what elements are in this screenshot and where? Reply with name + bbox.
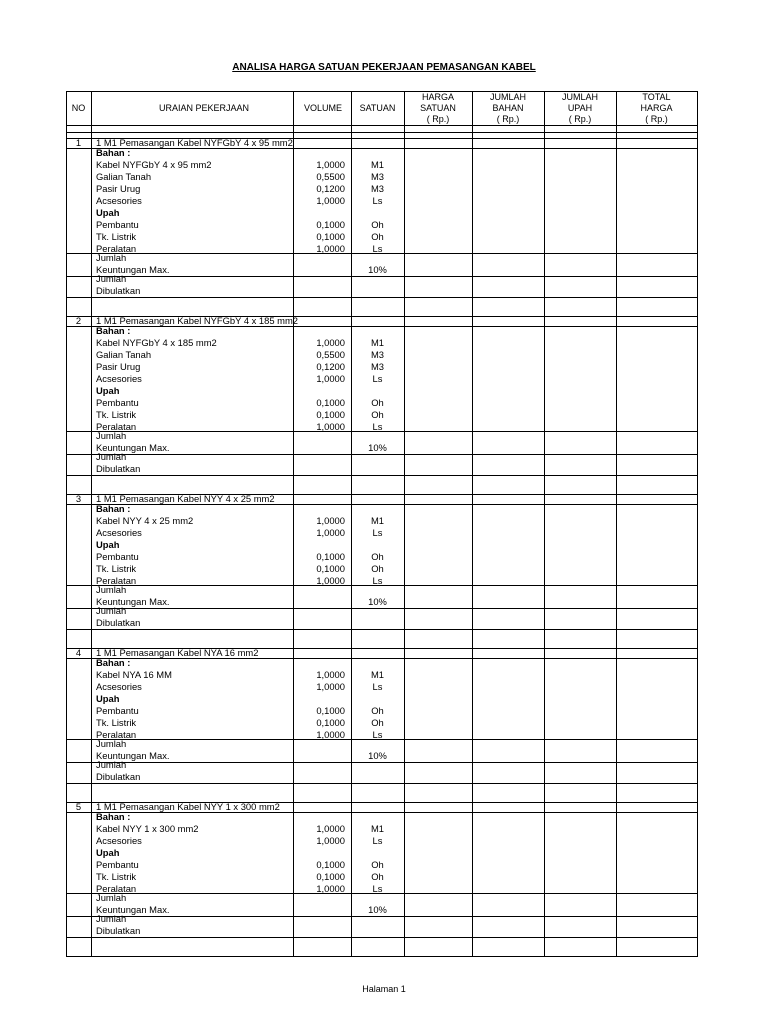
upah-item-volume: 1,0000 <box>316 729 345 740</box>
upah-item-satuan: Ls <box>372 243 383 254</box>
document-title: ANALISA HARGA SATUAN PEKERJAAN PEMASANGAN KABEL <box>232 62 536 73</box>
keuntungan-percent: 10% <box>368 750 387 761</box>
bahan-item-volume: 0,5500 <box>316 349 345 360</box>
bahan-item-satuan: Ls <box>372 195 383 206</box>
upah-item-name: Pembantu <box>96 397 139 408</box>
keuntungan-label: Keuntungan Max. <box>96 750 170 761</box>
bahan-item-name: Kabel NYY 4 x 25 mm2 <box>96 515 194 526</box>
bahan-item-volume: 1,0000 <box>316 515 345 526</box>
upah-item-satuan: Oh <box>371 717 384 728</box>
header-upah-line3: ( Rp.) <box>568 113 592 124</box>
jumlah-total-label: Jumlah <box>96 273 127 284</box>
upah-item-volume: 0,1000 <box>316 551 345 562</box>
header-no: NO <box>71 102 86 113</box>
dibulatkan-label: Dibulatkan <box>96 463 141 474</box>
upah-item-volume: 0,1000 <box>316 397 345 408</box>
upah-item-volume: 1,0000 <box>316 883 345 894</box>
upah-item-name: Peralatan <box>96 883 137 894</box>
bahan-item-satuan: Ls <box>372 835 383 846</box>
bahan-item-volume: 1,0000 <box>316 373 345 384</box>
item-title: 1 M1 Pemasangan Kabel NYFGbY 4 x 185 mm2 <box>96 315 299 326</box>
upah-item-volume: 0,1000 <box>316 231 345 242</box>
bahan-item-satuan: Ls <box>372 681 383 692</box>
keuntungan-label: Keuntungan Max. <box>96 596 170 607</box>
upah-item-name: Peralatan <box>96 729 137 740</box>
upah-item-name: Pembantu <box>96 705 139 716</box>
header-upah-line1: JUMLAH <box>561 91 598 102</box>
upah-item-satuan: Oh <box>371 409 384 420</box>
keuntungan-label: Keuntungan Max. <box>96 442 170 453</box>
bahan-item-satuan: M1 <box>370 823 385 834</box>
header-total-line2: HARGA <box>640 102 673 113</box>
bahan-item-name: Acsesories <box>96 681 142 692</box>
bahan-item-satuan: M3 <box>370 361 385 372</box>
upah-item-satuan: Oh <box>371 551 384 562</box>
jumlah-label: Jumlah <box>96 892 127 903</box>
upah-item-volume: 0,1000 <box>316 563 345 574</box>
page-footer: Halaman 1 <box>362 984 406 994</box>
jumlah-label: Jumlah <box>96 252 127 263</box>
header-bahan-line2: BAHAN <box>492 102 524 113</box>
bahan-label: Bahan : <box>96 147 131 158</box>
keuntungan-label: Keuntungan Max. <box>96 264 170 275</box>
upah-item-name: Tk. Listrik <box>96 717 137 728</box>
upah-item-volume: 1,0000 <box>316 575 345 586</box>
item-title: 1 M1 Pemasangan Kabel NYY 4 x 25 mm2 <box>96 493 275 504</box>
upah-item-volume: 1,0000 <box>316 243 345 254</box>
upah-item-satuan: Oh <box>371 563 384 574</box>
upah-item-volume: 0,1000 <box>316 717 345 728</box>
upah-item-name: Tk. Listrik <box>96 563 137 574</box>
bahan-item-volume: 0,1200 <box>316 183 345 194</box>
bahan-item-satuan: M1 <box>370 337 385 348</box>
dibulatkan-label: Dibulatkan <box>96 925 141 936</box>
bahan-label: Bahan : <box>96 657 131 668</box>
item-title: 1 M1 Pemasangan Kabel NYA 16 mm2 <box>96 647 259 658</box>
item-number: 1 <box>75 137 82 148</box>
upah-label: Upah <box>96 693 120 704</box>
upah-item-satuan: Ls <box>372 421 383 432</box>
upah-item-name: Tk. Listrik <box>96 409 137 420</box>
bahan-item-volume: 1,0000 <box>316 681 345 692</box>
item-number: 4 <box>75 647 82 658</box>
upah-label: Upah <box>96 207 120 218</box>
upah-item-satuan: Oh <box>371 859 384 870</box>
jumlah-total-label: Jumlah <box>96 451 127 462</box>
header-total-line3: ( Rp.) <box>645 113 668 124</box>
bahan-item-name: Pasir Urug <box>96 361 141 372</box>
dibulatkan-label: Dibulatkan <box>96 771 141 782</box>
upah-item-satuan: Oh <box>371 231 384 242</box>
bahan-label: Bahan : <box>96 503 131 514</box>
header-satuan: SATUAN <box>359 102 396 113</box>
bahan-item-satuan: M3 <box>370 171 385 182</box>
upah-item-satuan: Ls <box>372 883 383 894</box>
header-harga-line2: SATUAN <box>420 102 456 113</box>
keuntungan-percent: 10% <box>368 442 387 453</box>
bahan-item-satuan: M1 <box>370 515 385 526</box>
upah-item-volume: 0,1000 <box>316 859 345 870</box>
bahan-item-volume: 1,0000 <box>316 159 345 170</box>
bahan-item-volume: 0,5500 <box>316 171 345 182</box>
header-total-line1: TOTAL <box>642 91 671 102</box>
upah-item-satuan: Oh <box>371 219 384 230</box>
bahan-item-volume: 0,1200 <box>316 361 345 372</box>
keuntungan-percent: 10% <box>368 596 387 607</box>
keuntungan-percent: 10% <box>368 264 387 275</box>
header-uraian: URAIAN PEKERJAAN <box>158 102 250 113</box>
upah-item-volume: 0,1000 <box>316 219 345 230</box>
header-upah-line2: UPAH <box>567 102 593 113</box>
item-number: 3 <box>75 493 82 504</box>
upah-item-volume: 0,1000 <box>316 705 345 716</box>
keuntungan-percent: 10% <box>368 904 387 915</box>
bahan-item-volume: 1,0000 <box>316 337 345 348</box>
bahan-item-name: Acsesories <box>96 835 142 846</box>
upah-item-satuan: Oh <box>371 871 384 882</box>
upah-item-satuan: Ls <box>372 575 383 586</box>
upah-item-name: Peralatan <box>96 243 137 254</box>
bahan-item-name: Kabel NYY 1 x 300 mm2 <box>96 823 199 834</box>
upah-item-volume: 0,1000 <box>316 409 345 420</box>
bahan-item-satuan: Ls <box>372 527 383 538</box>
keuntungan-label: Keuntungan Max. <box>96 904 170 915</box>
bahan-item-name: Acsesories <box>96 373 142 384</box>
bahan-item-name: Acsesories <box>96 195 142 206</box>
bahan-item-volume: 1,0000 <box>316 823 345 834</box>
jumlah-label: Jumlah <box>96 584 127 595</box>
upah-item-volume: 0,1000 <box>316 871 345 882</box>
upah-item-satuan: Oh <box>371 397 384 408</box>
upah-item-satuan: Oh <box>371 705 384 716</box>
item-number: 2 <box>75 315 82 326</box>
upah-item-name: Peralatan <box>96 575 137 586</box>
jumlah-total-label: Jumlah <box>96 759 127 770</box>
jumlah-total-label: Jumlah <box>96 913 127 924</box>
upah-item-name: Pembantu <box>96 551 139 562</box>
bahan-item-name: Kabel NYFGbY 4 x 95 mm2 <box>96 159 212 170</box>
bahan-item-satuan: M1 <box>370 669 385 680</box>
upah-item-volume: 1,0000 <box>316 421 345 432</box>
upah-item-name: Pembantu <box>96 219 139 230</box>
item-number: 5 <box>75 801 82 812</box>
upah-label: Upah <box>96 539 120 550</box>
jumlah-total-label: Jumlah <box>96 605 127 616</box>
upah-label: Upah <box>96 847 120 858</box>
upah-item-name: Tk. Listrik <box>96 871 137 882</box>
header-harga-line3: ( Rp.) <box>426 113 450 124</box>
bahan-item-satuan: M3 <box>370 183 385 194</box>
item-title: 1 M1 Pemasangan Kabel NYFGbY 4 x 95 mm2 <box>96 137 293 148</box>
upah-item-satuan: Ls <box>372 729 383 740</box>
bahan-item-volume: 1,0000 <box>316 195 345 206</box>
upah-label: Upah <box>96 385 120 396</box>
dibulatkan-label: Dibulatkan <box>96 285 141 296</box>
upah-item-name: Pembantu <box>96 859 139 870</box>
bahan-label: Bahan : <box>96 811 131 822</box>
jumlah-label: Jumlah <box>96 430 127 441</box>
bahan-label: Bahan : <box>96 325 131 336</box>
bahan-item-name: Galian Tanah <box>96 171 152 182</box>
bahan-item-satuan: M1 <box>370 159 385 170</box>
upah-item-name: Tk. Listrik <box>96 231 137 242</box>
bahan-item-volume: 1,0000 <box>316 527 345 538</box>
bahan-item-volume: 1,0000 <box>316 835 345 846</box>
bahan-item-satuan: M3 <box>370 349 385 360</box>
bahan-item-name: Kabel NYA 16 MM <box>96 669 172 680</box>
bahan-item-name: Pasir Urug <box>96 183 141 194</box>
header-bahan-line1: JUMLAH <box>489 91 526 102</box>
bahan-item-name: Kabel NYFGbY 4 x 185 mm2 <box>96 337 217 348</box>
item-title: 1 M1 Pemasangan Kabel NYY 1 x 300 mm2 <box>96 801 280 812</box>
bahan-item-name: Galian Tanah <box>96 349 152 360</box>
header-volume: VOLUME <box>303 102 342 113</box>
header-harga-line1: HARGA <box>421 91 454 102</box>
bahan-item-volume: 1,0000 <box>316 669 345 680</box>
bahan-item-name: Acsesories <box>96 527 142 538</box>
upah-item-name: Peralatan <box>96 421 137 432</box>
bahan-item-satuan: Ls <box>372 373 383 384</box>
header-bahan-line3: ( Rp.) <box>496 113 520 124</box>
dibulatkan-label: Dibulatkan <box>96 617 141 628</box>
jumlah-label: Jumlah <box>96 738 127 749</box>
